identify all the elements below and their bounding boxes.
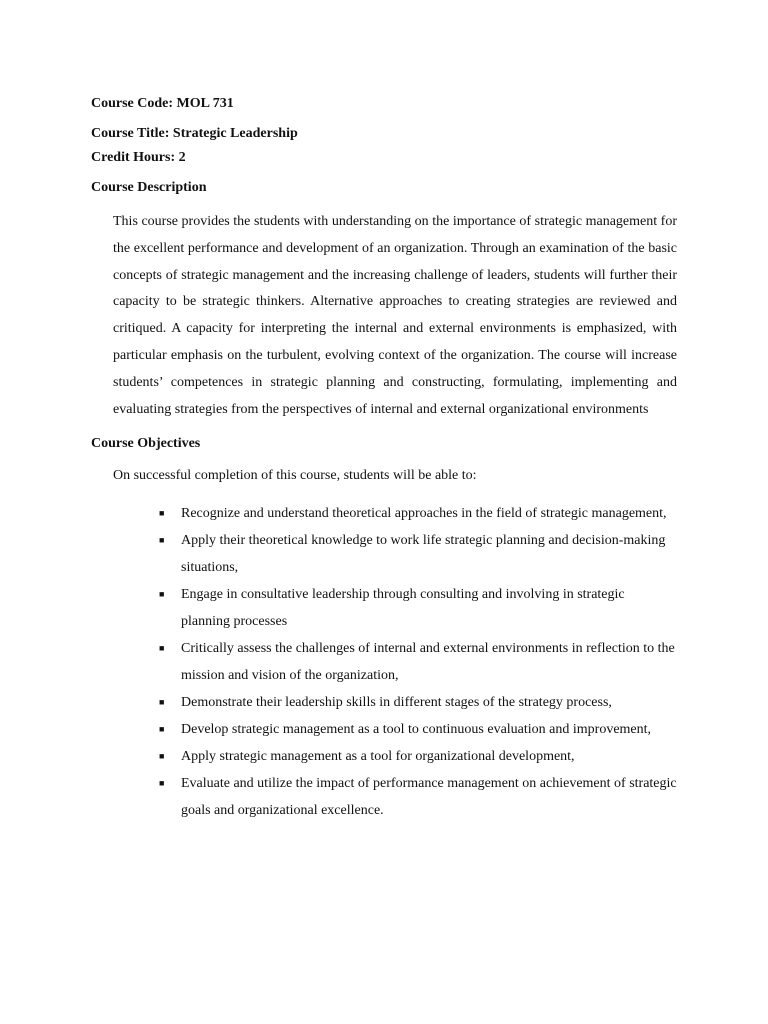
course-objectives-heading: Course Objectives <box>91 436 201 452</box>
list-item-text: Engage in consultative leadership through consulting and involving in strategic planning processes <box>181 587 625 630</box>
credit-hours-line <box>91 146 677 170</box>
list-item <box>91 635 677 689</box>
list-item <box>91 743 677 770</box>
bullet-square-icon: ■ <box>159 508 165 519</box>
course-code-value: MOL 731 <box>176 96 234 111</box>
credit-hours-value: 2 <box>178 150 186 165</box>
list-item-text: Develop strategic management as a tool to continuous evaluation and improvement, <box>181 722 652 738</box>
course-code-line <box>91 92 677 116</box>
course-title-value: Strategic Leadership <box>172 126 298 141</box>
list-item-text: Demonstrate their leadership skills in different stages of the strategy process, <box>181 695 612 711</box>
list-item <box>91 689 677 716</box>
bullet-square-icon: ■ <box>159 535 165 546</box>
list-item-text: Critically assess the challenges of internal and external environments in reflection to the mission and vision of the organization, <box>181 641 675 684</box>
course-description-paragraph: This course provides the students with understanding on the importance of strategic management for the excellent performance and development of an organization. Through an examination of the basic concepts of strategic management and the increasing challenge of leaders, students will further their capacity to be strategic thinkers. Alternative approaches to creating strategies are reviewed and critiqued. A capacity for interpreting the internal and external environments is emphasized, with particular emphasis on the turbulent, evolving context of the organization. The course will increase students’ competences in strategic planning and constructing, formulating, implementing and evaluating strategies from the perspectives of internal and external organizational environments <box>113 214 677 417</box>
list-item-text: Apply strategic management as a tool for organizational development, <box>181 749 575 765</box>
bullet-square-icon: ■ <box>159 778 165 789</box>
list-item <box>91 500 677 527</box>
bullet-square-icon: ■ <box>159 589 165 600</box>
list-item-text: Evaluate and utilize the impact of performance management on achievement of strategic goals and organizational excellence. <box>181 776 677 819</box>
credit-hours-label: Credit Hours: <box>91 150 176 165</box>
course-title-label: Course Title: <box>91 126 170 141</box>
bullet-square-icon: ■ <box>159 751 165 762</box>
bullet-square-icon: ■ <box>159 643 165 654</box>
objectives-intro: On successful completion of this course, students will be able to: <box>113 468 477 484</box>
course-code-label: Course Code: <box>91 96 174 111</box>
bullet-square-icon: ■ <box>159 724 165 735</box>
list-item <box>91 770 677 824</box>
course-description-heading: Course Description <box>91 180 207 195</box>
list-item <box>91 527 677 581</box>
list-item-text: Apply their theoretical knowledge to work life strategic planning and decision-making situations, <box>181 533 666 576</box>
list-item-text: Recognize and understand theoretical approaches in the field of strategic management, <box>181 506 667 522</box>
bullet-square-icon: ■ <box>159 697 165 708</box>
list-item <box>91 716 677 743</box>
objectives-list <box>91 500 677 824</box>
course-title-line <box>91 122 677 146</box>
list-item <box>91 581 677 635</box>
